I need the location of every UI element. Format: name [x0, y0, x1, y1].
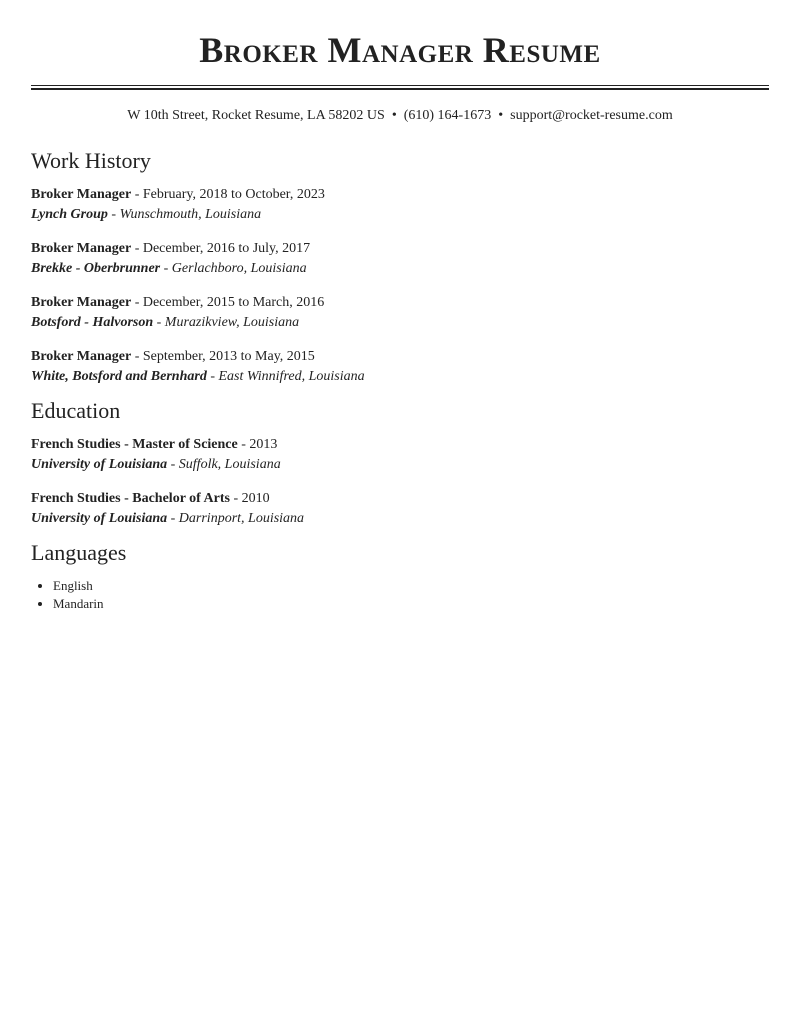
work-entry: Broker Manager - December, 2016 to July, 2017 Brekke - Oberbrunner - Gerlachboro, Louisiana — [31, 241, 311, 276]
job-location: Murazikview, Louisiana — [164, 315, 300, 330]
language-item: • Mandarin — [53, 595, 769, 613]
job-location: Wunschmouth, Louisiana — [119, 207, 262, 222]
job-dates: September, 2013 to May, 2015 — [142, 349, 315, 364]
job-title: Broker Manager — [31, 187, 132, 202]
job-title: Broker Manager — [31, 241, 132, 256]
contact-address: W 10th Street, Rocket Resume, LA 58202 US — [127, 108, 385, 123]
contact-line — [31, 106, 769, 126]
job-location: Gerlachboro, Louisiana — [171, 261, 307, 276]
job-dates: February, 2018 to October, 2023 — [142, 187, 325, 202]
languages-heading: Languages — [31, 540, 127, 565]
school-name: University of Louisiana — [31, 511, 168, 526]
work-entry: Broker Manager - September, 2013 to May, 2015 White, Botsford and Bernhard - East Winnifred, Louisiana — [31, 349, 365, 384]
education-entry: French Studies - Bachelor of Arts - 2010 University of Louisiana - Darrinport, Louisiana — [31, 491, 305, 526]
work-history-heading: Work History — [31, 148, 151, 173]
job-location: East Winnifred, Louisiana — [218, 369, 365, 384]
job-title: Broker Manager — [31, 295, 132, 310]
company-name: Lynch Group — [31, 207, 108, 222]
degree-name: French Studies - Master of Science — [31, 437, 238, 452]
language-item: • English — [53, 577, 769, 595]
contact-phone: (610) 164-1673 — [403, 108, 492, 123]
company-name: Brekke - Oberbrunner — [31, 261, 161, 276]
work-entry: Broker Manager - December, 2015 to March, 2016 Botsford - Halvorson - Murazikview, Louisiana — [31, 295, 325, 330]
contact-separator: • — [391, 108, 397, 123]
school-location: Suffolk, Louisiana — [178, 457, 281, 472]
school-name: University of Louisiana — [31, 457, 168, 472]
degree-year: 2010 — [241, 491, 270, 506]
job-title: Broker Manager — [31, 349, 132, 364]
job-dates: December, 2016 to July, 2017 — [142, 241, 311, 256]
work-entry: Broker Manager - February, 2018 to October, 2023 Lynch Group - Wunschmouth, Louisiana — [31, 187, 325, 222]
languages-list — [31, 577, 769, 613]
job-dates: December, 2015 to March, 2016 — [142, 295, 325, 310]
title-divider — [31, 85, 769, 90]
education-heading: Education — [31, 398, 121, 423]
school-location: Darrinport, Louisiana — [178, 511, 305, 526]
education-entry: French Studies - Master of Science - 2013 University of Louisiana - Suffolk, Louisiana — [31, 437, 281, 472]
contact-email: support@rocket-resume.com — [510, 108, 673, 123]
company-name: White, Botsford and Bernhard — [31, 369, 207, 384]
contact-separator: • — [498, 108, 504, 123]
page-title: Broker Manager Resume — [199, 30, 601, 70]
degree-year: 2013 — [249, 437, 278, 452]
company-name: Botsford - Halvorson — [31, 315, 154, 330]
degree-name: French Studies - Bachelor of Arts — [31, 491, 230, 506]
